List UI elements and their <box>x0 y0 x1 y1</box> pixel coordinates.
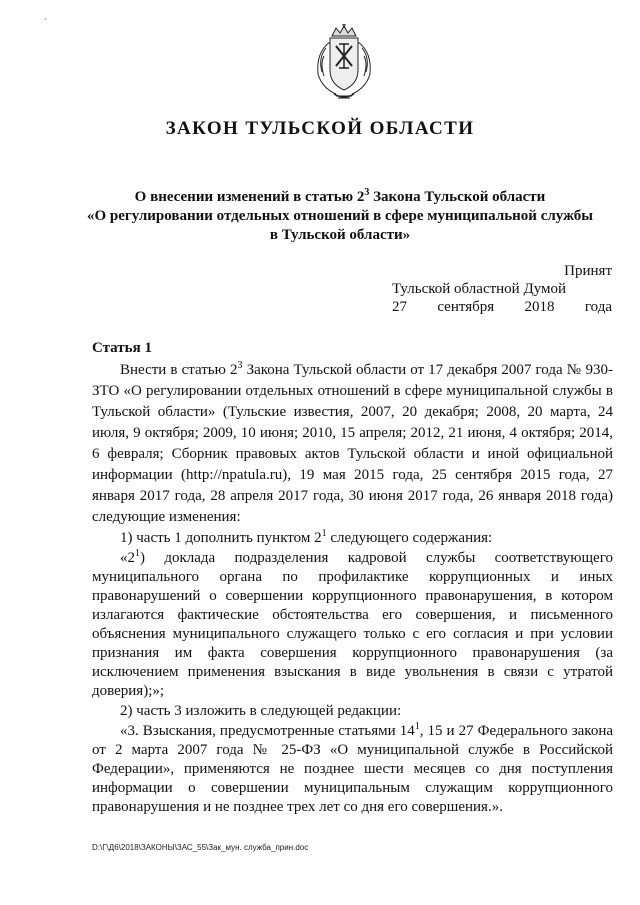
amendment-quote-1: «$2^1$) доклада подразделения кадровой службы соответствующего муниципального органа по профилактике коррупционных и иных правонарушений о совершении коррупционного правонарушения, в котором излагаются фактические обстоятельства его совершения, и письменного объяснения муниципального служащего только с его согласия и при условии признания им факта совершения коррупционного правонарушения (за исключением применения взыскания в виде увольнения в связи с утратой доверия);»; <box>92 548 613 699</box>
law-subtitle <box>80 188 600 245</box>
subtitle-line-1: О внесении изменений в статью $2^3$ Закона Тульской области <box>134 187 546 205</box>
scan-mark: ˎ <box>44 10 47 20</box>
amendment-item-1: 1) часть 1 дополнить пунктом $2^1$ следующего содержания: <box>120 528 493 546</box>
article-body <box>92 338 613 817</box>
law-title: ЗАКОН ТУЛЬСКОЙ ОБЛАСТИ <box>165 118 475 139</box>
adopted-label: Принят <box>564 263 612 279</box>
subtitle-line-3: в Тульской области» <box>269 227 411 243</box>
article-intro: Внести в статью $2^3$ Закона Тульской области от 17 декабря 2007 года № 930-ЗТО «О регулировании отдельных отношений в сфере муниципальной службы в Тульской области» (Тульские известия, 2007, 20 декабря; 2008, 20 марта, 24 июля, 9 октября; 2009, 10 июня; 2010, 15 апреля; 2012, 21 июня, 4 октября; 2014, 6 февраля; Сборник правовых актов Тульской области и иной официальной информации (http://npatula.ru), 19 мая 2015 года, 25 сентября 2015 года, 27 января 2017 года, 28 апреля 2017 года, 30 июня 2017 года, 26 января 2018 года) следующие изменения: <box>92 360 613 525</box>
file-path-footer: D:\Г\Д6\2018\ЗАКОНЫ\ЗАС_55\Зак_мун. служба_прин.doc <box>92 843 309 852</box>
subtitle-line-2: «О регулировании отдельных отношений в сфере муниципальной службы <box>87 208 593 224</box>
amendment-item-2: 2) часть 3 изложить в следующей редакции: <box>120 703 402 719</box>
tula-coat-of-arms-icon <box>306 22 382 102</box>
article-heading: Статья 1 <box>92 340 152 356</box>
adopted-by: Тульской областной Думой <box>392 281 567 297</box>
amendment-quote-2: «3. Взыскания, предусмотренные статьями $14^1$, 15 и 27 Федерального закона от 2 марта 2007 года № 25-ФЗ «О муниципальной службе в Российской Федерации», применяются не позднее шести месяцев со дня поступления информации о совершении муниципальным служащим коррупционного правонарушения и не позднее трех лет со дня его совершения.». <box>92 721 614 815</box>
adoption-block <box>392 262 612 316</box>
adoption-date: 27 сентября 2018 года <box>392 299 612 315</box>
